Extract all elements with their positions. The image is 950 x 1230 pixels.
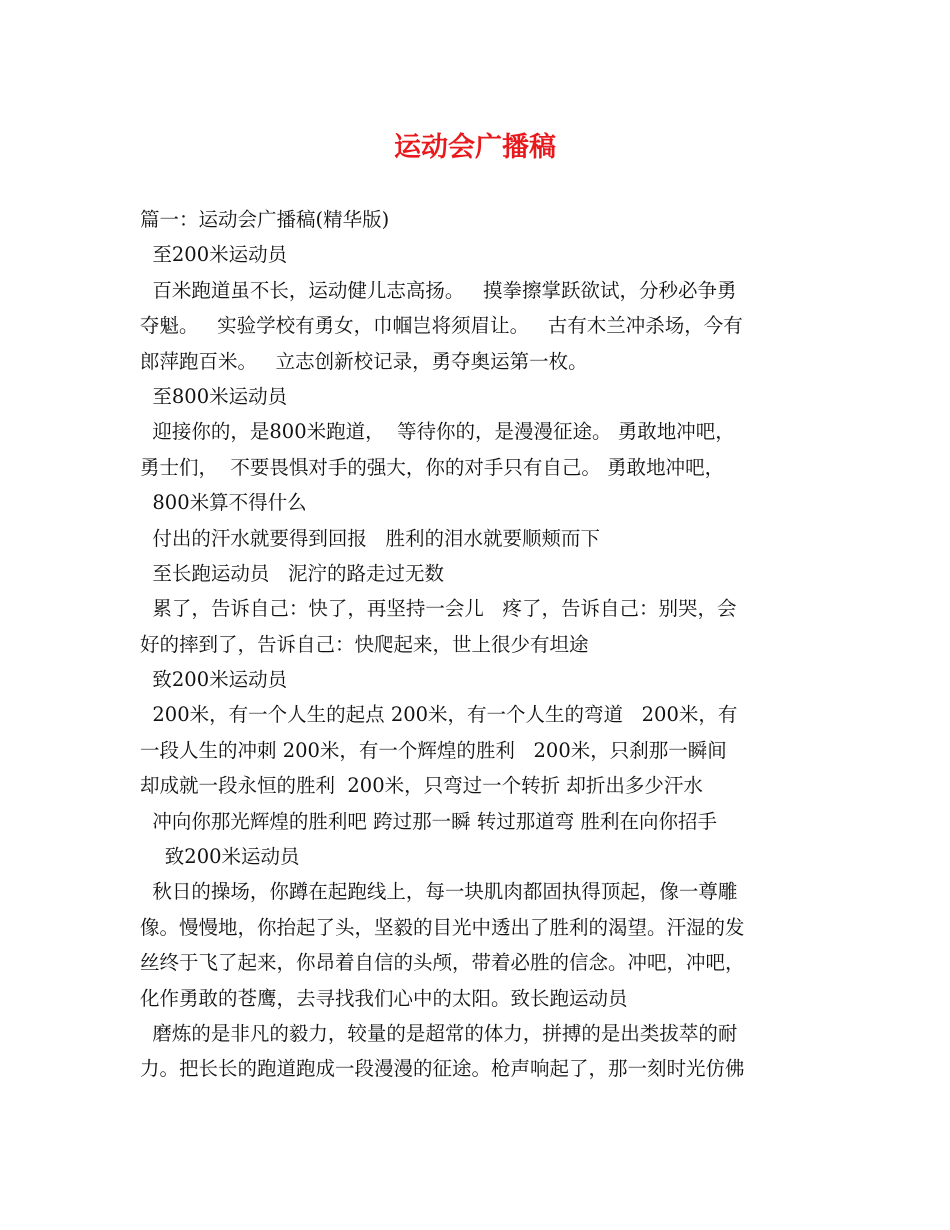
text-line: 付出的汗水就要得到回报 胜利的泪水就要顺颊而下: [140, 526, 600, 550]
text-line: 200米，有一个人生的起点 200米，有一个人生的弯道 200米，有: [140, 703, 738, 727]
text-line: 800米算不得什么: [140, 491, 307, 515]
text-line: 郎萍跑百米。 立志创新校记录，勇夺奥运第一枚。: [140, 349, 588, 373]
text-line: 迎接你的，是800米跑道， 等待你的，是漫漫征途。 勇敢地冲吧，: [140, 420, 735, 444]
text-line: 致200米运动员: [140, 845, 300, 869]
text-line: 像。慢慢地，你抬起了头，坚毅的目光中透出了胜利的渴望。汗湿的发: [140, 915, 745, 939]
text-line: 磨炼的是非凡的毅力，较量的是超常的体力，拼搏的是出类拔萃的耐: [140, 1021, 738, 1045]
text-line: 累了，告诉自己：快了，再坚持一会儿 疼了，告诉自己：别哭，会: [140, 597, 737, 621]
text-line: 至200米运动员: [140, 243, 288, 267]
text-line: 夺魁。 实验学校有勇女，巾帼岂将须眉让。 古有木兰冲杀场，今有: [140, 314, 743, 338]
text-line: 秋日的操场，你蹲在起跑线上，每一块肌肉都固执得顶起，像一尊雕: [140, 880, 738, 904]
document-title: 运动会广播稿: [394, 132, 556, 163]
text-line: 致200米运动员: [140, 668, 288, 692]
text-line: 冲向你那光辉煌的胜利吧 跨过那一瞬 转过那道弯 胜利在向你招手: [140, 809, 717, 833]
text-line: 百米跑道虽不长，运动健儿志高扬。 摸拳擦掌跃欲试，分秒必争勇: [140, 278, 737, 302]
text-line: 力。把长长的跑道跑成一段漫漫的征途。枪声响起了，那一刻时光仿佛: [140, 1057, 745, 1081]
text-line: 化作勇敢的苍鹰，去寻找我们心中的太阳。致长跑运动员: [140, 986, 628, 1010]
text-line: 丝终于飞了起来，你昂着自信的头颅，带着必胜的信念。冲吧，冲吧，: [140, 951, 745, 975]
text-line: 好的摔到了，告诉自己：快爬起来，世上很少有坦途: [140, 632, 589, 656]
text-line: 至800米运动员: [140, 384, 288, 408]
text-line: 一段人生的冲刺 200米，有一个辉煌的胜利 200米，只刹那一瞬间: [140, 738, 727, 762]
text-line: 篇一：运动会广播稿(精华版): [140, 208, 390, 231]
document-body: [140, 202, 815, 1087]
text-line: 至长跑运动员 泥泞的路走过无数: [140, 561, 444, 585]
text-line: 勇士们， 不要畏惧对手的强大，你的对手只有自己。 勇敢地冲吧，: [140, 455, 725, 479]
text-line: 却成就一段永恒的胜利 200米，只弯过一个转折 却折出多少汗水: [140, 774, 703, 798]
